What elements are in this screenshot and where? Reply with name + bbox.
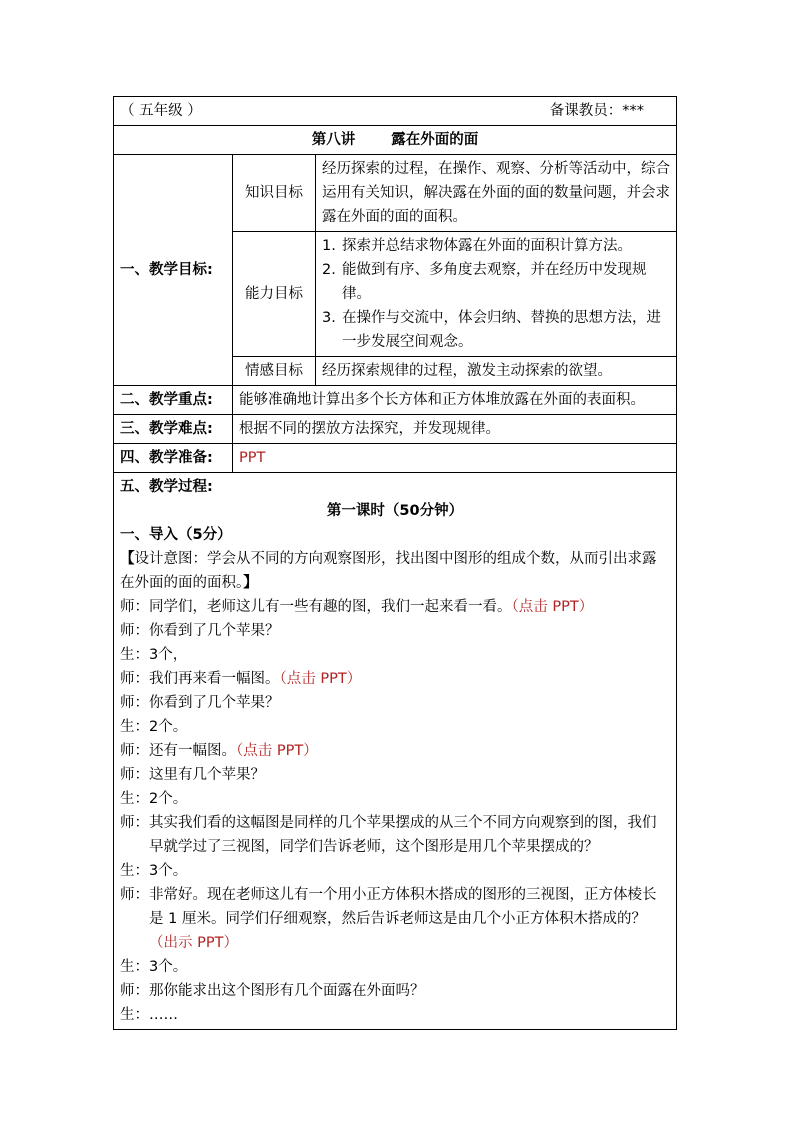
key-point-text: 能够准确地计算出多个长方体和正方体堆放露在外面的表面积。 xyxy=(233,386,677,415)
preparation-row xyxy=(114,444,677,473)
difficulty-label: 三、教学难点: xyxy=(114,415,233,444)
header-cell xyxy=(114,97,677,126)
preparation-label: 四、教学准备: xyxy=(114,444,233,473)
dialogue-line: 生：3个。 xyxy=(120,959,188,975)
emotion-label: 情感目标 xyxy=(233,357,316,386)
emotion-text: 经历探索规律的过程，激发主动探索的欲望。 xyxy=(316,357,677,386)
preparation-text: PPT xyxy=(233,444,677,473)
knowledge-label: 知识目标 xyxy=(233,155,316,232)
dialogue-line: 师：这里有几个苹果？ xyxy=(120,767,265,783)
dialogue-line: 生：3个。 xyxy=(120,863,188,879)
design-intent: 【设计意图：学会从不同的方向观察图形，找出图中图形的组成个数，从而引出求露在外面的面的面积。】 xyxy=(120,551,657,591)
lecture-topic: 露在外面的面 xyxy=(391,132,479,148)
key-point-label: 二、教学重点: xyxy=(114,386,233,415)
process-label: 五、教学过程: xyxy=(120,479,213,495)
ability-label: 能力目标 xyxy=(233,232,316,357)
ability-cell xyxy=(316,232,677,357)
difficulty-text: 根据不同的摆放方法探究，并发现规律。 xyxy=(233,415,677,444)
dialogue-line: 师：你看到了几个苹果？ xyxy=(120,695,280,711)
dialogue-line: 师：同学们，老师这儿有一些有趣的图，我们一起来看一看。（点击 PPT） xyxy=(120,599,594,615)
dialogue-line: 生：…… xyxy=(120,1007,178,1023)
session-title: 第一课时（50分钟） xyxy=(326,503,464,519)
knowledge-text: 经历探索的过程，在操作、观察、分析等活动中，综合运用有关知识，解决露在外面的面的数量问题，并会求露在外面的面的面积。 xyxy=(316,155,677,232)
objectives-label: 一、教学目标: xyxy=(114,155,233,386)
intro-heading: 一、导入（5分） xyxy=(120,527,232,543)
page-title xyxy=(114,126,677,155)
knowledge-row xyxy=(114,155,677,232)
grade-label: （ 五年级 ） xyxy=(120,103,202,119)
list-item: 2. 能做到有序、多角度去观察，并在经历中发现规律。 xyxy=(322,262,647,302)
list-item: 3. 在操作与交流中，体会归纳、替换的思想方法，进一步发展空间观念。 xyxy=(322,310,661,350)
list-item: 1. 探索并总结求物体露在外面的面积计算方法。 xyxy=(322,238,632,254)
dialogue-line: 生：2个。 xyxy=(120,791,188,807)
dialogue-line: 师：你看到了几个苹果？ xyxy=(120,623,280,639)
title-row xyxy=(114,126,677,155)
process-cell xyxy=(114,473,677,1030)
lecture-number: 第八讲 xyxy=(311,132,356,148)
teacher-label: 备课教员：*** xyxy=(549,103,644,119)
lesson-plan-table xyxy=(113,96,677,1030)
key-point-row xyxy=(114,386,677,415)
dialogue-line: 生：2个。 xyxy=(120,719,188,735)
dialogue-line: 生：3个， xyxy=(120,647,188,663)
header-row xyxy=(114,97,677,126)
dialogue-line: 师：还有一幅图。（点击 PPT） xyxy=(120,743,318,759)
dialogue-line: 师：其实我们看的这幅图是同样的几个苹果摆成的从三个不同方向观察到的图，我们早就学过了三视图，同学们告诉老师，这个图形是用几个苹果摆成的？ xyxy=(120,815,657,855)
ability-list xyxy=(322,234,670,354)
dialogue-line: 师：我们再来看一幅图。（点击 PPT） xyxy=(120,671,362,687)
dialogue-line: 师：非常好。现在老师这儿有一个用小正方体积木搭成的图形的三视图，正方体棱长是 1 厘米。同学们仔细观察，然后告诉老师这是由几个小正方体积木搭成的？（出示 PPT） xyxy=(120,887,657,951)
dialogue-line: 师：那你能求出这个图形有几个面露在外面吗？ xyxy=(120,983,425,999)
difficulty-row xyxy=(114,415,677,444)
process-row xyxy=(114,473,677,1030)
